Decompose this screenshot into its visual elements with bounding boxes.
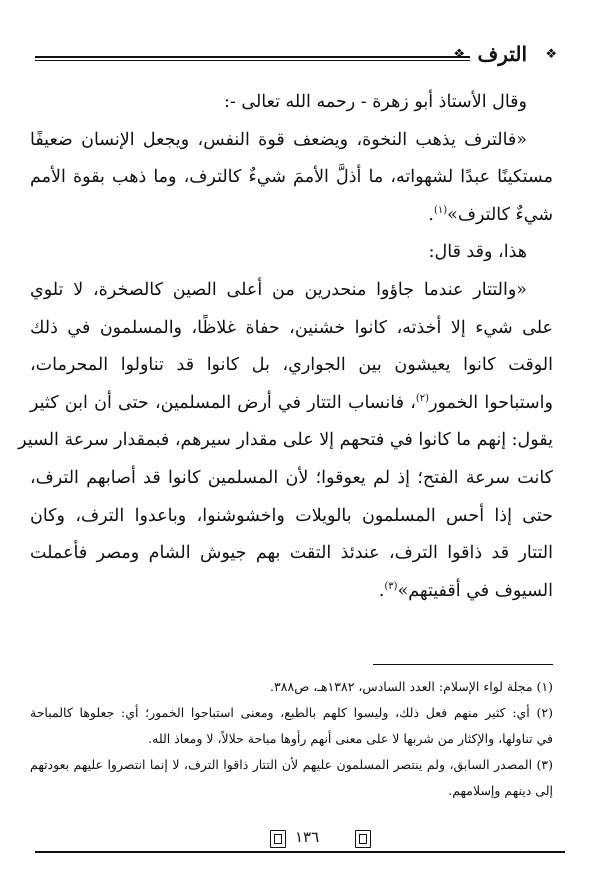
period: . [378, 580, 385, 601]
quote2-end: السيوف في أقفيتهم» [397, 580, 553, 601]
quote1-line [30, 197, 553, 235]
quote1-line: «فالترف يذهب النخوة، ويضعف قوة النفس، ويجعل الإنسان ضعيفًا [30, 129, 527, 150]
page-header [35, 38, 565, 78]
quote2-line: الوقت كانوا يعيشون بين الجواري، بل كانوا قد تناولوا المحرمات، [30, 355, 553, 376]
footer-rule [35, 851, 565, 853]
footnote-2: (٢) أي: كثير منهم فعل ذلك، وليسوا كلهم بالطبع، ومعنى استباحوا الخمور؛ أي: جعلوها كالمباحة [30, 705, 553, 720]
ornament-icon: ❖ [545, 47, 557, 62]
quote1-line: مستكينًا عبدًا لشهواته، ما أذلَّ الأممَ شيءٌ كالترف، وما ذهب بقوة الأمم [30, 167, 553, 188]
footnote-3: (٣) المصدر السابق، ولم ينتصر المسلمون عليهم لأن التتار ذاقوا الترف، لا إنما انتصروا عليهم بعودتهم [30, 757, 553, 772]
quote2-line: حتى إذا أحس المسلمون بالويلات واخشوشنوا، وباعدوا الترف، وكان [30, 505, 553, 526]
footnote-3-cont: إلى دينهم وإسلامهم. [448, 783, 553, 798]
running-title: الترف [477, 42, 527, 66]
book-icon [355, 830, 371, 848]
quote2-line: «والتتار عندما جاؤوا منحدرين من أعلى الصين كالصخرة، لا تلوي [30, 279, 527, 300]
transition-line: هذا، وقد قال: [428, 242, 527, 263]
quote2-line-part: ، فانساب التتار في أرض المسلمين، حتى أن ابن كثير [30, 392, 416, 413]
period: . [428, 204, 434, 225]
quote2-line: كانت سرعة الفتح؛ إذ لم يعوقوا؛ لأن المسلمين كانوا قد أصابهم الترف، [30, 467, 553, 488]
footnote-1: (١) مجلة لواء الإسلام: العدد السادس، ١٣٨٢هـ، ص٣٨٨. [270, 679, 553, 694]
page-footer [35, 826, 565, 856]
intro-line: وقال الأستاذ أبو زهرة - رحمه الله تعالى -: [224, 92, 527, 112]
footnotes [30, 674, 553, 804]
footnote-ref-2-marker: (٢) [415, 392, 430, 404]
book-icon [270, 830, 286, 848]
quote2-line [30, 385, 553, 423]
quote2-line: على شيء إلا أخذته، كانوا خشنين، حفاة غلاظًا، والمسلمون في ذلك [30, 317, 553, 338]
quote1-end: شيءٌ كالترف» [447, 204, 553, 225]
quote2-line: يقول: إنهم ما كانوا في فتحهم إلا على مقدار سيرهم، فبمقدار سرعة السير [18, 430, 553, 451]
page-number: ١٣٦ [295, 828, 320, 846]
quote2-line-part: واستباحوا الخمور [429, 392, 553, 413]
footnote-ref-1: (١) [433, 204, 448, 216]
main-text [18, 84, 553, 610]
footnote-separator [373, 664, 553, 665]
quote2-line: التتار قد ذاقوا الترف، عندئذ التقت بهم جيوش الشام ومصر فأعملت [30, 543, 553, 564]
footnote-ref-3: (٣) [384, 580, 398, 592]
header-rule [35, 56, 470, 61]
ornament-icon: ❖ [453, 47, 465, 62]
footnote-2-cont: في تناولها، والإكثار من شربها لا على معنى أنهم رأوها مباحة حلالاً، لا ومعاذ الله. [148, 731, 553, 746]
quote2-line [30, 573, 553, 611]
